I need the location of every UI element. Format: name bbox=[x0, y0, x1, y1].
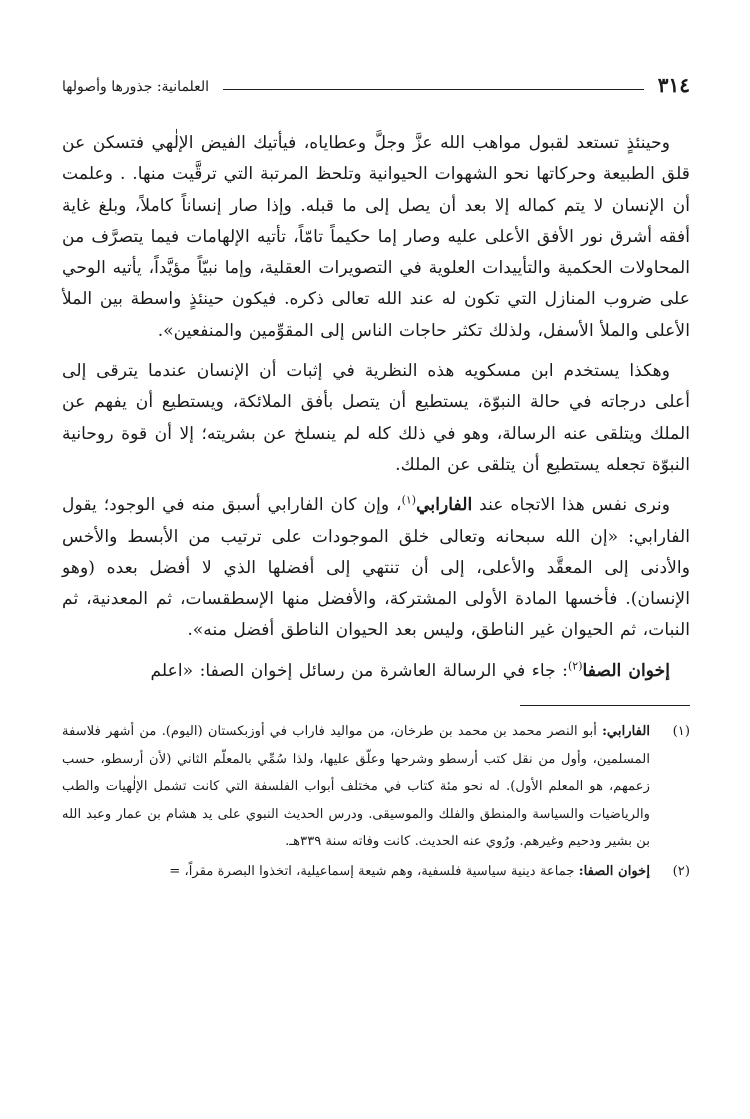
paragraph-4-rest: : جاء في الرسالة العاشرة من رسائل إخوان الصفا: «اعلم bbox=[150, 660, 568, 681]
footnote-1 bbox=[62, 718, 690, 856]
body-text bbox=[62, 128, 690, 687]
header-rule bbox=[223, 89, 644, 90]
paragraph-1: وحينئذٍ تستعد لقبول مواهب الله عزَّ وجلَّ وعطاياه، فيأتيك الفيض الإلٰهي فتسكن عن قلق الطبيعة وحركاتها نحو الشهوات الحيوانية وتلحظ المرتبة التي ترقَّيت منها. . وعلمت أن الإنسان لا يتم كماله إلا بعد أن يصل إلى ما قبله. وإذا صار إنساناً كاملاً، وبلغ غاية أفقه أشرق نور الأفق الأعلى عليه وصار إما حكيماً تامّاً، تأتيه الإلهامات فيما يتصرَّف من المحاولات الحكمية والتأييدات العلوية في التصويرات العقلية، وإما نبيّاً مؤيَّداً، يأتيه الوحي على ضروب المنازل التي تكون له عند الله تعالى ذكره. فيكون حينئذٍ واسطة بين الملأ الأعلى والملأ الأسفل، ولذلك تكثر حاجات الناس إلى المقوِّمين والمنفعين». bbox=[62, 133, 690, 341]
page-number: ٣١٤ bbox=[657, 73, 690, 97]
footnote-ref-1[interactable]: (١) bbox=[401, 493, 417, 507]
paragraph-3 bbox=[62, 490, 690, 646]
paragraph-3-rest: ، وإن كان الفارابي أسبق منه في الوجود؛ يقول الفارابي: «إن الله سبحانه وتعالى خلق الموجودات على ترتيب من الأبسط والأخس والأدنى إلى المعقَّد والأعلى، إلى أن تنتهي إلى أفضلها الذي لا أفضل بعده (وهو الإنسان). فأخسها المادة الأولى المشتركة، والأفضل منها الإسطقسات، ثم المعدنية، ثم النبات، ثم الحيوان غير الناطق، وليس بعد الحيوان الناطق أفضل منه». bbox=[62, 495, 690, 641]
running-title: العلمانية: جذورها وأصولها bbox=[62, 79, 210, 95]
term-farabi: الفارابي bbox=[416, 495, 473, 516]
paragraph-4 bbox=[62, 656, 690, 687]
footnote-text: جماعة دينية سياسية فلسفية، وهم شيعة إسماعيلية، اتخذوا البصرة مقراً، = bbox=[169, 863, 579, 879]
footnote-number: (٢) bbox=[672, 863, 690, 879]
book-page bbox=[62, 62, 690, 1072]
page-header bbox=[62, 62, 690, 98]
footnote-text: أبو النصر محمد بن محمد بن طرخان، من مواليد فاراب في أوزبكستان (اليوم). من أشهر فلاسفة المسلمين، وأول من نقل كتب أرسطو وشرحها وعلّق عليها، ولذا سُمِّي بالمعلّم الثاني (لأن أرسطو، حسب زعمهم، هو المعلم الأول). له نحو مئة كتاب في مختلف أبواب الفلسفة التي كانت تشمل الإلٰهيات والطب والرياضيات والسياسة والمنطق والفلك والموسيقى. ودرس الحديث النبوي على يد هشام بن عمار وعبد الله بن بشير ودحيم وغيرهم. ورُوي عنه الحديث. كانت وفاته سنة ٣٣٩هـ. bbox=[62, 724, 650, 850]
footnote-2 bbox=[62, 858, 690, 886]
footnote-ref-2[interactable]: (٢) bbox=[567, 659, 583, 673]
footnote-name: الفارابي: bbox=[602, 724, 650, 740]
paragraph-3-lead: ونرى نفس هذا الاتجاه عند bbox=[472, 495, 671, 516]
term-ikhwan-al-safa: إخوان الصفا bbox=[582, 660, 670, 681]
paragraph-2: وهكذا يستخدم ابن مسكويه هذه النظرية في إثبات أن الإنسان عندما يترقى إلى أعلى درجاته في حالة النبوّة، يستطيع أن يتصل بأفق الملائكة، ويستطيع أن يفهم عن الملك ويتلقى عنه الرسالة، وهو في ذلك كله لم ينسلخ عن بشريته؛ إلا أن قوة روحانية النبوّة تجعله يستطيع أن يتلقى عن الملك. bbox=[62, 361, 690, 475]
footnotes bbox=[62, 718, 690, 885]
footnote-number: (١) bbox=[672, 724, 690, 740]
footnote-name: إخوان الصفا: bbox=[578, 863, 650, 879]
footnote-separator bbox=[520, 705, 690, 706]
